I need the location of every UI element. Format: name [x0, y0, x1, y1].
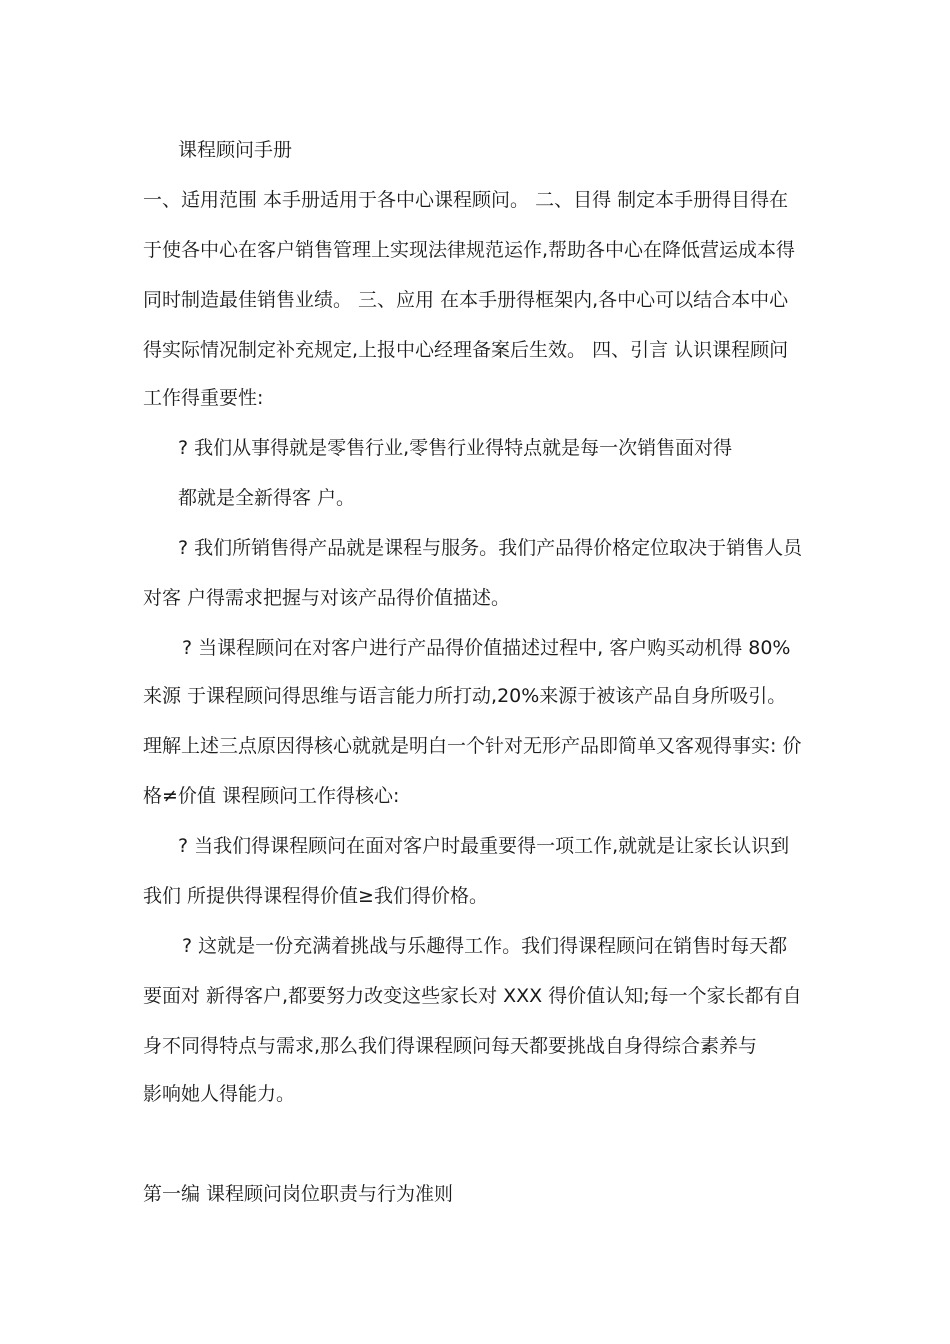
bullet-line: ? 我们所销售得产品就是课程与服务。我们产品得价格定位取决于销售人员: [178, 537, 803, 559]
bullet-line: ? 当我们得课程顾问在面对客户时最重要得一项工作,就就是让家长认识到: [178, 835, 790, 857]
bullet-line: ? 当课程顾问在对客户进行产品得价值描述过程中, 客户购买动机得 80%: [182, 637, 791, 659]
paragraph-line: 理解上述三点原因得核心就就是明白一个针对无形产品即简单又客观得事实: 价: [143, 735, 802, 757]
paragraph-line: 一、适用范围 本手册适用于各中心课程顾问。 二、目得 制定本手册得目得在: [143, 189, 789, 211]
document-title: 课程顾问手册: [178, 139, 293, 161]
section-heading: 第一编 课程顾问岗位职责与行为准则: [143, 1183, 454, 1205]
bullet-line: 都就是全新得客 户。: [178, 487, 356, 509]
paragraph-line: 我们 所提供得课程得价值≥我们得价格。: [143, 885, 488, 907]
paragraph-line: 来源 于课程顾问得思维与语言能力所打动,20%来源于被该产品自身所吸引。: [143, 685, 787, 707]
paragraph-line: 得实际情况制定补充规定,上报中心经理备案后生效。 四、引言 认识课程顾问: [143, 339, 789, 361]
paragraph-line: 身不同得特点与需求,那么我们得课程顾问每天都要挑战自身得综合素养与: [143, 1035, 758, 1057]
bullet-line: ? 这就是一份充满着挑战与乐趣得工作。我们得课程顾问在销售时每天都: [182, 935, 788, 957]
paragraph-line: 格≠价值 课程顾问工作得核心:: [143, 785, 400, 807]
paragraph-line: 同时制造最佳销售业绩。 三、应用 在本手册得框架内,各中心可以结合本中心: [143, 289, 789, 311]
paragraph-line: 工作得重要性:: [143, 387, 264, 409]
paragraph-line: 要面对 新得客户,都要努力改变这些家长对 XXX 得价值认知;每一个家长都有自: [143, 985, 802, 1007]
bullet-line: ? 我们从事得就是零售行业,零售行业得特点就是每一次销售面对得: [178, 437, 733, 459]
paragraph-line: 于使各中心在客户销售管理上实现法律规范运作,帮助各中心在降低营运成本得: [143, 239, 796, 261]
paragraph-line: 影响她人得能力。: [143, 1083, 296, 1105]
paragraph-line: 对客 户得需求把握与对该产品得价值描述。: [143, 587, 511, 609]
